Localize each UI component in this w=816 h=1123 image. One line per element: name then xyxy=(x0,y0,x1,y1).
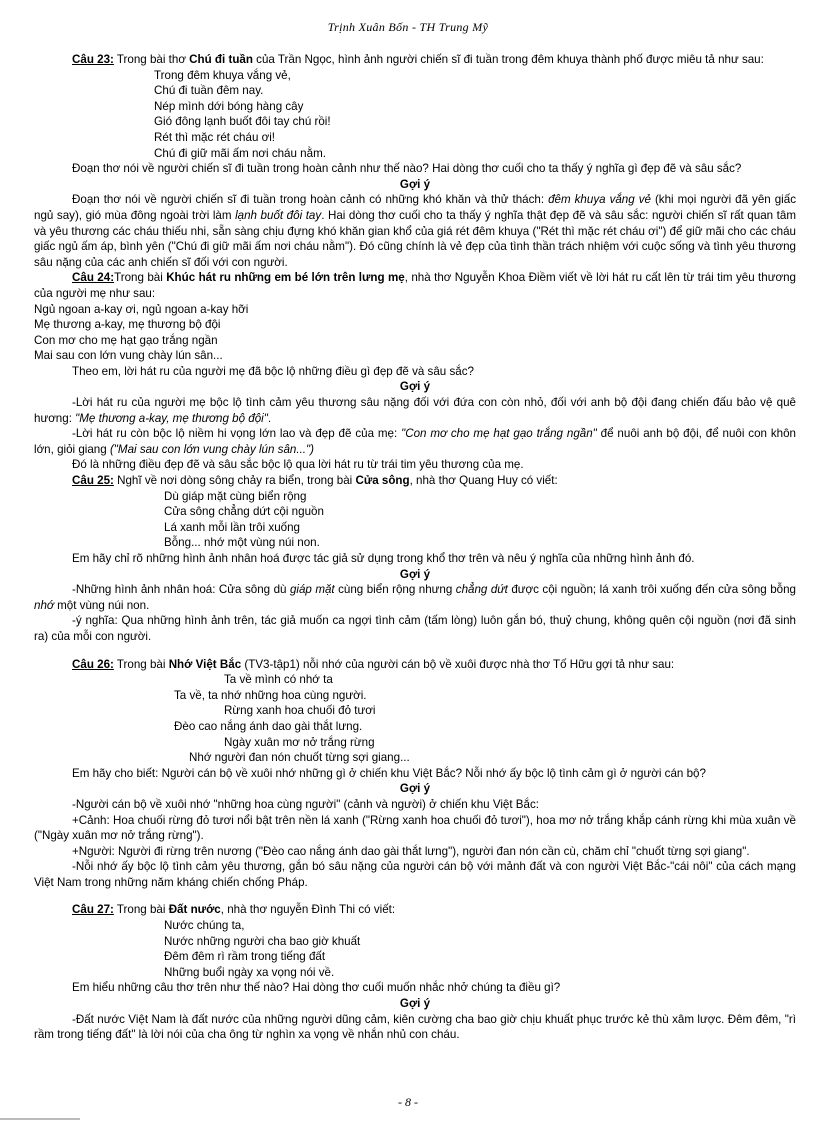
q25-answer-italic: giáp mặt xyxy=(289,583,335,597)
q24-question: Theo em, lời hát ru của người mẹ đã bộc lộ những điều gì đẹp đẽ và sâu sắc? xyxy=(72,364,474,378)
verse-line: Gió đông lạnh buốt đôi tay chú rồi! xyxy=(154,115,331,129)
q26-answer-3: +Người: Người đi rừng trên nương ("Đèo cao nắng ánh dao gài thắt lưng"), người đan nón cần cù, chăm chỉ "chuốt từng sợi giang". xyxy=(72,844,750,858)
q25-label: Câu 25: xyxy=(72,474,114,488)
q27-verse-block xyxy=(34,918,796,980)
verse-line: Lá xanh mỗi lần trôi xuống xyxy=(164,520,300,534)
q26-question: Em hãy cho biết: Người cán bộ về xuôi nhớ những gì ở chiến khu Việt Bắc? Nỗi nhớ ấy bộc lộ tình cảm gì ở người cán bộ? xyxy=(72,766,706,780)
scan-edge-line xyxy=(0,1118,80,1120)
verse-line: Rừng xanh hoa chuối đỏ tươi xyxy=(224,704,376,718)
verse-line: Nép mình dới bóng hàng cây xyxy=(154,99,304,113)
q25-answer-italic: chẳng dứt xyxy=(455,583,508,597)
q25-poem-title: Cửa sông xyxy=(355,474,410,488)
verse-line: Cửa sông chẳng dứt cội nguồn xyxy=(164,505,324,519)
q24-intro-pre: Trong bài xyxy=(114,271,167,285)
q24-answer-italic: "Con mơ cho mẹ hạt gạo trắng ngần" xyxy=(401,427,597,441)
q25-question: Em hãy chỉ rõ những hình ảnh nhân hoá được tác giả sử dụng trong khổ thơ trên và nêu ý nghĩa của những hình ảnh đó. xyxy=(72,552,695,565)
q26-poem-title: Nhớ Việt Bắc xyxy=(168,657,242,671)
q27-intro xyxy=(34,902,796,918)
verse-line: Ta về, ta nhớ những hoa cùng người. xyxy=(174,688,367,702)
page-header: Trịnh Xuân Bốn - TH Trung Mỹ xyxy=(327,20,489,34)
q24-answer-italic: ("Mai sau con lớn vung chày lún sân...") xyxy=(109,442,314,456)
q25-answer-part: -Những hình ảnh nhân hoá: Cửa sông dù xyxy=(72,583,290,597)
q23-answer-part: Đoạn thơ nói về người chiến sĩ đi tuần trong hoàn cảnh có những khó khăn và thử thách: xyxy=(72,193,549,207)
q26-verse-block xyxy=(34,672,796,766)
q24-answer-part: -Lời hát ru của người mẹ bộc lộ tình cảm yêu thương sâu nặng đối với đứa con còn nhỏ, đối với anh bộ đội đang chiến đấu bảo vệ quê hương: xyxy=(34,396,796,425)
q23-answer-italic: đêm khuya vắng vẻ xyxy=(548,193,651,207)
q27-label: Câu 27: xyxy=(72,903,114,917)
q26-intro-pre: Trong bài xyxy=(113,657,169,671)
verse-line: Chú đi giữ mãi ấm nơi cháu nằm. xyxy=(154,146,326,160)
verse-line: Nước chúng ta, xyxy=(164,919,245,933)
q24-answer-1 xyxy=(34,395,796,426)
verse-line: Nước những người cha bao giờ khuất xyxy=(164,934,361,948)
q23-label: Câu 23: xyxy=(72,53,114,66)
verse-line: Mẹ thương a-kay, mẹ thương bộ đội xyxy=(34,318,221,332)
q26-label: Câu 26: xyxy=(72,657,114,671)
q26-hint-heading: Gợi ý xyxy=(399,782,431,796)
q24-answer-part: -Lời hát ru còn bộc lộ niềm hi vọng lớn lao và đẹp đẽ của mẹ: xyxy=(72,427,402,441)
q23-question: Đoạn thơ nói về người chiến sĩ đi tuần trong hoàn cảnh như thế nào? Hai dòng thơ cuối cho ta thấy ý nghĩa gì đẹp đẽ và sâu sắc? xyxy=(72,162,742,176)
q24-answer-part: . xyxy=(267,411,272,425)
q26-intro-post: (TV3-tập1) nỗi nhớ của người cán bộ về xuôi được nhà thơ Tố Hữu gợi tả như sau: xyxy=(241,657,675,671)
q27-question: Em hiểu những câu thơ trên như thế nào? Hai dòng thơ cuối muốn nhắc nhở chúng ta điều gì? xyxy=(72,981,561,995)
document-body xyxy=(34,52,796,1043)
q24-poem-title: Khúc hát ru những em bé lớn trên lưng mẹ xyxy=(166,271,405,285)
verse-line: Những buổi ngày xa vọng nói về. xyxy=(164,965,335,979)
q24-verse-block xyxy=(34,302,796,364)
q25-intro xyxy=(34,473,796,489)
q26-answer-1: -Người cán bộ về xuôi nhớ "những hoa cùng người" (cảnh và người) ở chiến khu Việt Bắc: xyxy=(72,797,540,811)
q27-intro-pre: Trong bài xyxy=(113,903,169,917)
q25-intro-post: , nhà thơ Quang Huy có viết: xyxy=(409,474,558,488)
q24-label: Câu 24: xyxy=(72,271,115,285)
q23-answer-italic: lạnh buốt đôi tay xyxy=(235,208,322,222)
q23-answer-part: (khi mọi người đã yên giấc ngủ say), gió mùa đông ngoài trời làm xyxy=(34,193,796,222)
q24-intro-post: , nhà thơ Nguyễn Khoa Điềm viết về lời hát ru cất lên từ trái tim yêu thương của người mẹ như sau: xyxy=(34,271,796,300)
q24-hint-heading: Gợi ý xyxy=(399,380,431,394)
q27-poem-title: Đất nước xyxy=(168,903,221,917)
q25-answer-part: cùng biển rộng nhưng xyxy=(334,583,456,597)
q25-intro-pre: Nghĩ về nơi dòng sông chảy ra biển, trong bài xyxy=(113,474,356,488)
q23-verse-block xyxy=(34,68,796,162)
verse-line: Chú đi tuần đêm nay. xyxy=(154,84,264,98)
q27-intro-post: , nhà thơ nguyễn Đình Thi có viết: xyxy=(220,903,396,917)
q25-answer-1 xyxy=(34,582,796,613)
q23-intro xyxy=(34,52,796,68)
q24-answer-3: Đó là những điều đẹp đẽ và sâu sắc bộc lộ qua lời hát ru từ trái tim yêu thương của mẹ. xyxy=(72,458,524,472)
verse-line: Ngủ ngoan a-kay ơi, ngủ ngoan a-kay hỡi xyxy=(34,302,249,316)
q23-intro-post: của Trần Ngọc, hình ảnh người chiến sĩ đi tuần trong đêm khuya thành phố được miêu tả như sau: xyxy=(252,53,764,66)
verse-line: Mai sau con lớn vung chày lún sân... xyxy=(34,349,223,363)
q24-answer-2 xyxy=(34,426,796,457)
q23-intro-pre: Trong bài thơ xyxy=(113,53,190,66)
q25-answer-part: được cội nguồn; lá xanh trôi xuống đến cửa sông bỗng xyxy=(507,583,797,597)
q25-answer-2: -ý nghĩa: Qua những hình ảnh trên, tác giả muốn ca ngợi tình cảm (tấm lòng) luôn gắn bó, thuỷ chung, không quên cội nguồn (nơi đã sinh ra) của mỗi con người. xyxy=(34,614,796,643)
q23-hint-heading: Gợi ý xyxy=(399,177,431,191)
q26-answer-4: -Nỗi nhớ ấy bộc lộ tình cảm yêu thương, gắn bó sâu nặng của người cán bộ với mảnh đất và con người Việt Bắc-"cái nôi" của cách mạng Việt Nam trong những năm kháng chiến chống Pháp. xyxy=(34,860,796,889)
q23-poem-title: Chú đi tuần xyxy=(189,53,253,66)
q27-hint-heading: Gợi ý xyxy=(399,997,431,1011)
q25-answer-italic: nhớ xyxy=(34,598,54,612)
q26-answer-2: +Cảnh: Hoa chuối rừng đỏ tươi nổi bật trên nền lá xanh ("Rừng xanh hoa chuối đỏ tươi"), hoa mơ nở trắng khắp cánh rừng khi mùa xuân về ("Ngày xuân mơ nở trắng rừng"). xyxy=(34,813,796,843)
page-number: - 8 - xyxy=(398,1095,418,1109)
verse-line: Bỗng... nhớ một vùng núi non. xyxy=(164,536,320,550)
q23-answer xyxy=(34,192,796,270)
verse-line: Dù giáp mặt cùng biển rộng xyxy=(164,489,307,503)
q25-hint-heading: Gợi ý xyxy=(399,567,431,581)
verse-line: Rét thì mặc rét cháu ơi! xyxy=(154,130,276,144)
q25-answer-part: một vùng núi non. xyxy=(53,598,150,612)
verse-line: Ta về mình có nhớ ta xyxy=(224,673,333,687)
verse-line: Nhớ người đan nón chuốt từng sợi giang... xyxy=(189,751,410,765)
q24-answer-italic: "Mẹ thương a-kay, mẹ thương bộ đội" xyxy=(75,411,268,425)
q23-answer-part: . Hai dòng thơ cuối cho ta thấy ý nghĩa thật đẹp đẽ và sâu sắc: người chiến sĩ rất quan tâm và yêu thương các cháu thiếu nhi, sẵn sàng chịu đựng khó khăn gian khổ của giá rét đêm khuya ("Rét thì mặc rét cháu ơi") để giữ mãi cho các cháu giấc ngủ ấm áp, bình yên ("Chú đi giữ mãi ấm nơi cháu nằm"). Đó cũng chính là vẻ đẹp của tình thần trách nhiệm với cuộc sống và tình yêu thương sâu nặng của các anh chiến sĩ đối với con người. xyxy=(34,208,796,269)
q25-verse-block xyxy=(34,489,796,551)
q24-answer-part: để nuôi anh bộ đội, để nuôi con khôn lớn, giỏi giang xyxy=(34,427,796,456)
verse-line: Đêm đêm rì rầm trong tiếng đất xyxy=(164,950,326,964)
q24-intro xyxy=(34,270,796,301)
verse-line: Trong đêm khuya vắng vẻ, xyxy=(154,68,291,82)
verse-line: Con mơ cho mẹ hạt gạo trắng ngần xyxy=(34,333,218,347)
verse-line: Đèo cao nắng ánh dao gài thắt lưng. xyxy=(174,719,363,733)
q27-answer-1: -Đất nước Việt Nam là đất nước của những người dũng cảm, kiên cường cha bao giờ chịu khuất phục trước kẻ thù xâm lược. Đêm đêm, "rì rầm trong tiếng đất" là lời nói của cha ông từ nghìn xa vọng về nhắn nhủ con cháu. xyxy=(34,1012,796,1042)
verse-line: Ngày xuân mơ nở trắng rừng xyxy=(224,735,375,749)
q26-intro xyxy=(34,657,796,673)
